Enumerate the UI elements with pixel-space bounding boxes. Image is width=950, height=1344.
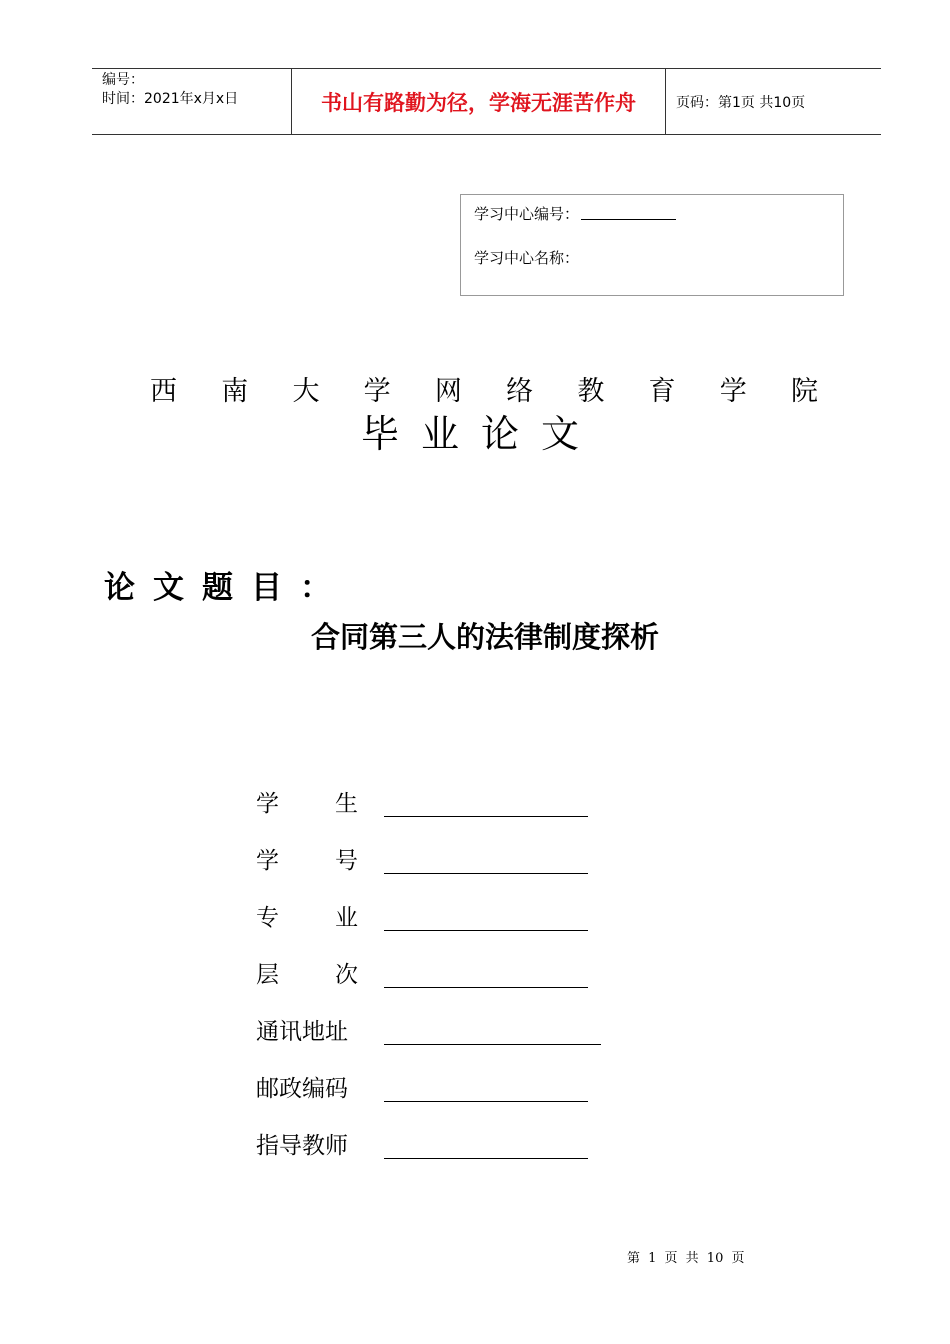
header-meta xyxy=(92,69,292,134)
level-field[interactable] xyxy=(384,961,588,988)
field-level xyxy=(256,933,601,990)
student-info-form xyxy=(256,762,601,1161)
school-char: 学 xyxy=(363,376,391,407)
center-name-row xyxy=(474,247,843,291)
school-char: 育 xyxy=(648,376,676,407)
field-label-char: 号 xyxy=(335,848,358,874)
address-field[interactable] xyxy=(384,1018,601,1045)
field-label: 邮政编码 xyxy=(256,1076,348,1102)
school-char: 南 xyxy=(221,376,249,407)
field-postal-code xyxy=(256,1047,601,1104)
field-address xyxy=(256,990,601,1047)
field-label: 指导教师 xyxy=(256,1133,348,1159)
thesis-title: 合同第三人的法律制度探析 xyxy=(310,620,659,654)
center-code-label: 学习中心编号： xyxy=(474,205,580,223)
school-char: 大 xyxy=(292,376,320,407)
page-header xyxy=(92,68,881,135)
school-char: 西 xyxy=(150,376,177,407)
field-label-char: 业 xyxy=(335,905,358,931)
student-name-field[interactable] xyxy=(384,790,588,817)
field-label-char: 学 xyxy=(256,791,279,817)
field-label xyxy=(256,789,358,819)
field-label-char: 生 xyxy=(335,791,358,817)
student-id-field[interactable] xyxy=(384,847,588,874)
header-page-info: 页码：第1页 共10页 xyxy=(676,94,806,111)
field-label-char: 层 xyxy=(256,962,279,988)
learning-center-box xyxy=(460,194,844,296)
postal-code-field[interactable] xyxy=(384,1075,588,1102)
major-field[interactable] xyxy=(384,904,588,931)
field-label xyxy=(256,903,358,933)
field-label xyxy=(256,846,358,876)
school-char: 网 xyxy=(434,376,462,407)
school-char: 院 xyxy=(790,376,818,407)
document-type: 毕业论文 xyxy=(360,412,601,456)
field-label xyxy=(256,960,358,990)
header-motto: 书山有路勤为径，学海无涯苦作舟 xyxy=(292,69,666,134)
center-name-label: 学习中心名称： xyxy=(474,249,580,267)
field-student xyxy=(256,762,601,819)
field-label-char: 学 xyxy=(256,848,279,874)
field-major xyxy=(256,876,601,933)
page-footer: 第 1 页 共 10 页 xyxy=(627,1251,745,1266)
school-char: 教 xyxy=(577,376,605,407)
center-code-row xyxy=(474,203,843,247)
field-label-char: 专 xyxy=(256,905,279,931)
field-advisor xyxy=(256,1104,601,1161)
time-label: 时间：2021年x月x日 xyxy=(102,91,239,107)
school-name xyxy=(150,374,818,410)
field-label: 通讯地址 xyxy=(256,1019,348,1045)
number-label: 编号： xyxy=(102,72,144,88)
school-char: 学 xyxy=(719,376,747,407)
topic-label: 论文题目： xyxy=(104,570,349,606)
advisor-field[interactable] xyxy=(384,1132,588,1159)
field-label-char: 次 xyxy=(335,962,358,988)
school-char: 络 xyxy=(506,376,534,407)
center-code-field[interactable] xyxy=(581,203,676,220)
field-student-id xyxy=(256,819,601,876)
